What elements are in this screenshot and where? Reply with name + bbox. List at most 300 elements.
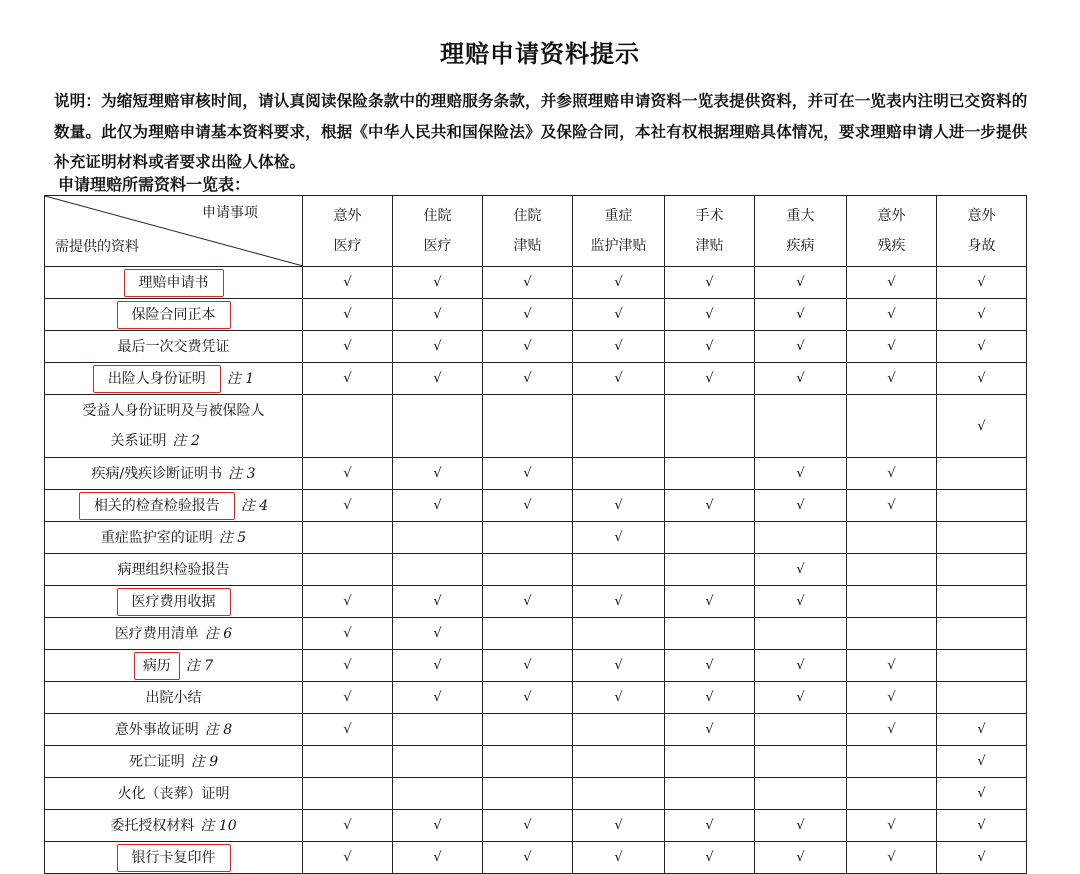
check-cell <box>483 331 573 363</box>
check-cell <box>847 554 937 586</box>
check-cell <box>573 586 665 618</box>
check-cell <box>483 682 573 714</box>
check-cell <box>483 395 573 458</box>
check-cell <box>847 395 937 458</box>
check-cell <box>937 458 1027 490</box>
check-cell <box>937 650 1027 682</box>
column-header-line2: 医疗 <box>333 238 362 254</box>
check-cell <box>303 299 393 331</box>
check-cell <box>665 490 755 522</box>
check-cell <box>755 331 847 363</box>
item-label-line1: 受益人身份证明及与被保险人 <box>82 403 265 419</box>
item-cell <box>45 395 303 458</box>
check-cell <box>483 490 573 522</box>
column-header-line1: 重大 <box>786 208 815 224</box>
column-header-line2: 残疾 <box>877 238 906 254</box>
check-mark: √ <box>887 658 896 673</box>
column-header <box>303 196 393 267</box>
check-cell <box>847 267 937 299</box>
check-cell <box>755 842 847 874</box>
column-header <box>755 196 847 267</box>
table-row <box>45 458 1027 490</box>
check-mark: √ <box>705 658 714 673</box>
check-cell <box>755 586 847 618</box>
check-cell <box>847 299 937 331</box>
item-note: 注 9 <box>190 753 219 770</box>
check-mark: √ <box>796 498 805 513</box>
requirements-table <box>44 195 1027 874</box>
check-mark: √ <box>523 594 532 609</box>
column-header-line1: 意外 <box>877 208 906 224</box>
check-mark: √ <box>887 498 896 513</box>
item-note: 注 4 <box>240 497 269 514</box>
check-cell <box>573 299 665 331</box>
check-cell <box>303 331 393 363</box>
check-mark: √ <box>614 850 623 865</box>
corner-header-top: 申请事项 <box>202 205 258 221</box>
column-header <box>483 196 573 267</box>
check-mark: √ <box>614 658 623 673</box>
check-cell <box>573 395 665 458</box>
item-label: 委托授权材料 <box>110 817 195 834</box>
check-mark: √ <box>887 850 896 865</box>
check-cell <box>665 618 755 650</box>
item-cell <box>45 586 303 618</box>
check-mark: √ <box>705 307 714 322</box>
check-mark: √ <box>705 339 714 354</box>
check-cell <box>303 618 393 650</box>
check-mark: √ <box>887 371 896 386</box>
check-cell <box>665 522 755 554</box>
check-mark: √ <box>343 722 352 737</box>
check-cell <box>573 363 665 395</box>
check-cell <box>847 618 937 650</box>
check-cell <box>393 746 483 778</box>
check-cell <box>937 618 1027 650</box>
check-cell <box>847 810 937 842</box>
highlighted-item-label: 理赔申请书 <box>124 269 224 297</box>
check-cell <box>393 618 483 650</box>
check-cell <box>483 714 573 746</box>
check-mark: √ <box>433 498 442 513</box>
check-cell <box>303 267 393 299</box>
check-cell <box>393 810 483 842</box>
check-cell <box>847 586 937 618</box>
check-cell <box>937 522 1027 554</box>
check-mark: √ <box>705 722 714 737</box>
check-cell <box>755 778 847 810</box>
check-mark: √ <box>523 818 532 833</box>
check-cell <box>937 746 1027 778</box>
column-header-line2: 医疗 <box>423 238 452 254</box>
item-label: 重症监护室的证明 <box>100 529 213 546</box>
check-cell <box>393 554 483 586</box>
column-header <box>847 196 937 267</box>
check-cell <box>303 842 393 874</box>
check-mark: √ <box>977 722 986 737</box>
check-mark: √ <box>343 339 352 354</box>
check-cell <box>483 363 573 395</box>
check-mark: √ <box>887 339 896 354</box>
table-row <box>45 490 1027 522</box>
check-cell <box>303 746 393 778</box>
check-cell <box>755 554 847 586</box>
check-cell <box>393 267 483 299</box>
table-header-row <box>45 196 1027 267</box>
table-row <box>45 810 1027 842</box>
item-label: 疾病/残疾诊断证明书 <box>91 465 223 482</box>
check-mark: √ <box>977 754 986 769</box>
table-row <box>45 395 1027 458</box>
check-cell <box>303 714 393 746</box>
check-mark: √ <box>796 466 805 481</box>
check-mark: √ <box>614 339 623 354</box>
check-mark: √ <box>343 307 352 322</box>
check-cell <box>937 267 1027 299</box>
check-mark: √ <box>343 594 352 609</box>
check-cell <box>483 618 573 650</box>
check-cell <box>937 395 1027 458</box>
check-cell <box>847 458 937 490</box>
highlighted-item-label: 出险人身份证明 <box>93 365 221 393</box>
check-cell <box>573 682 665 714</box>
highlighted-item-label: 病历 <box>134 652 180 680</box>
check-cell <box>303 458 393 490</box>
check-cell <box>393 714 483 746</box>
item-cell <box>45 714 303 746</box>
column-header <box>665 196 755 267</box>
check-mark: √ <box>796 658 805 673</box>
check-cell <box>483 586 573 618</box>
check-cell <box>665 714 755 746</box>
check-mark: √ <box>343 498 352 513</box>
check-cell <box>303 522 393 554</box>
table-row <box>45 267 1027 299</box>
check-cell <box>755 650 847 682</box>
check-mark: √ <box>705 850 714 865</box>
check-mark: √ <box>614 818 623 833</box>
check-mark: √ <box>523 275 532 290</box>
check-cell <box>483 299 573 331</box>
check-cell <box>573 267 665 299</box>
item-note: 注 5 <box>218 529 247 546</box>
column-header-line1: 意外 <box>333 208 362 224</box>
check-cell <box>483 746 573 778</box>
table-caption: 申请理赔所需资料一览表： <box>58 175 251 194</box>
check-mark: √ <box>614 690 623 705</box>
check-cell <box>573 618 665 650</box>
check-mark: √ <box>433 626 442 641</box>
check-mark: √ <box>433 275 442 290</box>
check-cell <box>393 331 483 363</box>
item-cell <box>45 842 303 874</box>
table-row <box>45 522 1027 554</box>
column-header-line2: 疾病 <box>786 238 815 254</box>
item-label: 病理组织检验报告 <box>117 561 230 578</box>
item-label: 最后一次交费凭证 <box>117 338 230 355</box>
table-row <box>45 586 1027 618</box>
column-header-line1: 重症 <box>604 208 633 224</box>
column-header <box>937 196 1027 267</box>
check-cell <box>665 395 755 458</box>
check-cell <box>937 714 1027 746</box>
item-note: 注 7 <box>185 657 214 674</box>
check-mark: √ <box>614 275 623 290</box>
check-cell <box>937 554 1027 586</box>
check-cell <box>937 331 1027 363</box>
page-title: 理赔申请资料提示 <box>440 39 640 68</box>
check-mark: √ <box>433 818 442 833</box>
check-mark: √ <box>977 339 986 354</box>
item-cell <box>45 650 303 682</box>
check-cell <box>573 842 665 874</box>
item-cell <box>45 331 303 363</box>
check-cell <box>665 363 755 395</box>
check-mark: √ <box>433 658 442 673</box>
table-row <box>45 554 1027 586</box>
check-cell <box>483 522 573 554</box>
item-label: 意外事故证明 <box>114 721 199 738</box>
check-cell <box>755 746 847 778</box>
check-cell <box>573 746 665 778</box>
check-cell <box>483 778 573 810</box>
check-cell <box>937 299 1027 331</box>
item-cell <box>45 682 303 714</box>
check-mark: √ <box>523 850 532 865</box>
check-mark: √ <box>796 275 805 290</box>
check-mark: √ <box>343 850 352 865</box>
highlighted-item-label: 相关的检查检验报告 <box>79 492 235 520</box>
table-row <box>45 650 1027 682</box>
corner-header-bottom: 需提供的资料 <box>55 239 139 255</box>
item-cell <box>45 746 303 778</box>
check-cell <box>393 490 483 522</box>
item-note: 注 8 <box>204 721 233 738</box>
corner-cell <box>45 196 303 267</box>
check-mark: √ <box>796 562 805 577</box>
check-mark: √ <box>343 658 352 673</box>
check-cell <box>303 778 393 810</box>
check-cell <box>303 682 393 714</box>
check-cell <box>755 682 847 714</box>
check-cell <box>937 586 1027 618</box>
check-cell <box>573 331 665 363</box>
check-cell <box>573 650 665 682</box>
check-cell <box>755 363 847 395</box>
check-cell <box>393 586 483 618</box>
check-cell <box>847 650 937 682</box>
check-mark: √ <box>977 307 986 322</box>
item-note: 注 3 <box>228 465 256 482</box>
column-header-line1: 手术 <box>695 208 724 224</box>
item-cell <box>45 267 303 299</box>
check-mark: √ <box>887 275 896 290</box>
check-cell <box>665 586 755 618</box>
check-cell <box>937 682 1027 714</box>
check-cell <box>665 842 755 874</box>
check-mark: √ <box>705 690 714 705</box>
check-mark: √ <box>433 466 442 481</box>
item-note: 注 10 <box>200 817 237 834</box>
check-mark: √ <box>343 818 352 833</box>
check-mark: √ <box>523 498 532 513</box>
check-cell <box>665 682 755 714</box>
check-cell <box>573 554 665 586</box>
check-mark: √ <box>796 690 805 705</box>
column-header-line1: 意外 <box>967 208 996 224</box>
check-mark: √ <box>796 339 805 354</box>
check-cell <box>755 810 847 842</box>
check-mark: √ <box>614 498 623 513</box>
column-header-line1: 住院 <box>423 208 452 224</box>
table-row <box>45 363 1027 395</box>
check-cell <box>393 682 483 714</box>
table-row <box>45 746 1027 778</box>
item-label: 死亡证明 <box>128 753 185 770</box>
check-mark: √ <box>705 498 714 513</box>
check-mark: √ <box>614 530 623 545</box>
column-header-line2: 津贴 <box>695 238 724 254</box>
table-row <box>45 778 1027 810</box>
check-cell <box>393 299 483 331</box>
item-note: 注 2 <box>172 433 200 449</box>
check-mark: √ <box>523 690 532 705</box>
item-label: 出院小结 <box>145 689 202 706</box>
intro-paragraph: 说明：为缩短理赔审核时间，请认真阅读保险条款中的理赔服务条款，并参照理赔申请资料一览表提供资料，并可在一览表内注明已交资料的数量。此仅为理赔申请基本资料要求，根据《中华人民共和国保险法》及保险合同，本社有权根据理赔具体情况，要求理赔申请人进一步提供补充证明材料或者要求出险人体检。 <box>54 91 1028 171</box>
item-note: 注 1 <box>226 370 255 387</box>
column-header-line2: 监护津贴 <box>590 238 647 254</box>
check-cell <box>665 458 755 490</box>
check-mark: √ <box>796 371 805 386</box>
check-cell <box>937 363 1027 395</box>
check-cell <box>483 267 573 299</box>
check-cell <box>847 363 937 395</box>
check-mark: √ <box>977 818 986 833</box>
check-cell <box>755 522 847 554</box>
table-row <box>45 299 1027 331</box>
check-cell <box>665 554 755 586</box>
check-cell <box>573 778 665 810</box>
highlighted-item-label: 医疗费用收据 <box>117 588 231 616</box>
check-mark: √ <box>614 594 623 609</box>
check-cell <box>393 842 483 874</box>
check-mark: √ <box>433 307 442 322</box>
check-cell <box>393 650 483 682</box>
check-mark: √ <box>796 818 805 833</box>
check-cell <box>393 395 483 458</box>
check-cell <box>665 650 755 682</box>
check-mark: √ <box>977 850 986 865</box>
check-cell <box>573 490 665 522</box>
check-cell <box>303 490 393 522</box>
item-cell <box>45 778 303 810</box>
check-cell <box>393 778 483 810</box>
check-mark: √ <box>523 371 532 386</box>
check-mark: √ <box>977 275 986 290</box>
check-cell <box>393 458 483 490</box>
table-row <box>45 842 1027 874</box>
column-header-line1: 住院 <box>513 208 542 224</box>
check-mark: √ <box>343 466 352 481</box>
check-mark: √ <box>433 850 442 865</box>
check-mark: √ <box>796 594 805 609</box>
check-cell <box>393 363 483 395</box>
check-mark: √ <box>887 690 896 705</box>
check-mark: √ <box>523 466 532 481</box>
check-cell <box>847 331 937 363</box>
check-mark: √ <box>705 275 714 290</box>
check-cell <box>483 554 573 586</box>
check-cell <box>665 331 755 363</box>
check-mark: √ <box>343 275 352 290</box>
item-cell <box>45 618 303 650</box>
item-cell <box>45 299 303 331</box>
check-mark: √ <box>887 818 896 833</box>
check-mark: √ <box>977 418 986 434</box>
check-mark: √ <box>433 371 442 386</box>
check-mark: √ <box>977 786 986 801</box>
check-cell <box>665 778 755 810</box>
check-mark: √ <box>887 307 896 322</box>
check-cell <box>303 554 393 586</box>
check-cell <box>847 746 937 778</box>
check-mark: √ <box>523 339 532 354</box>
item-label: 火化（丧葬）证明 <box>117 785 230 802</box>
check-mark: √ <box>343 690 352 705</box>
check-cell <box>393 522 483 554</box>
table-row <box>45 331 1027 363</box>
check-cell <box>665 299 755 331</box>
check-mark: √ <box>887 466 896 481</box>
item-cell <box>45 363 303 395</box>
check-cell <box>665 746 755 778</box>
check-cell <box>483 842 573 874</box>
check-cell <box>937 842 1027 874</box>
column-header-line2: 津贴 <box>513 238 542 254</box>
check-mark: √ <box>614 307 623 322</box>
check-cell <box>303 395 393 458</box>
check-mark: √ <box>614 371 623 386</box>
table-row <box>45 714 1027 746</box>
item-cell <box>45 490 303 522</box>
check-cell <box>755 267 847 299</box>
check-mark: √ <box>343 371 352 386</box>
check-mark: √ <box>705 818 714 833</box>
highlighted-item-label: 保险合同正本 <box>117 301 231 329</box>
check-cell <box>303 586 393 618</box>
check-cell <box>847 490 937 522</box>
column-header <box>393 196 483 267</box>
check-cell <box>937 778 1027 810</box>
check-cell <box>303 650 393 682</box>
check-mark: √ <box>433 690 442 705</box>
check-cell <box>937 490 1027 522</box>
check-cell <box>755 618 847 650</box>
check-cell <box>483 458 573 490</box>
column-header-line2: 身故 <box>967 238 996 254</box>
check-cell <box>573 810 665 842</box>
check-cell <box>665 267 755 299</box>
check-cell <box>483 650 573 682</box>
check-cell <box>755 395 847 458</box>
check-cell <box>847 842 937 874</box>
check-cell <box>573 522 665 554</box>
check-cell <box>847 778 937 810</box>
check-cell <box>847 682 937 714</box>
check-mark: √ <box>705 594 714 609</box>
check-mark: √ <box>796 307 805 322</box>
check-cell <box>483 810 573 842</box>
